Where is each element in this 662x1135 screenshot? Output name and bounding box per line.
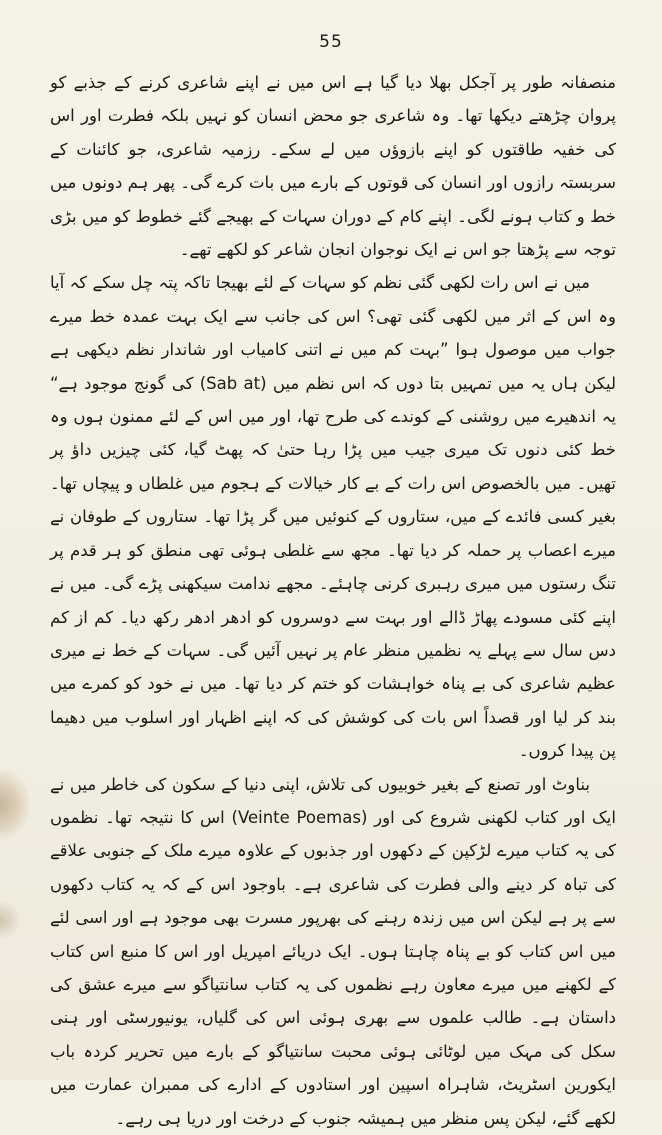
paragraph-2: میں نے اس رات لکھی گئی نظم کو سہات کے لئے بھیجا تاکہ پتہ چل سکے کہ آیا وہ اس کے اثر میں لکھی گئی تھی؟ اس کی جانب سے ایک بہت عمدہ خط میرے جواب میں موصول ہوا ”بہت کم میں نے اتنی کامیاب اور شاندار نظم دیکھی ہے لیکن ہاں یہ میں تمہیں بتا دوں کہ اس نظم میں (Sab at) کی گونج موجود ہے“ یہ اندھیرے میں روشنی کے کوندے کی طرح تھا، اور میں اس کے لئے ممنون ہوں وہ خط کئی دنوں تک میری جیب میں پڑا رہا حتیٰ کہ پھٹ گیا، کئی چیزیں داؤ پر تھیں۔ میں بالخصوص اس رات کے بے کار خیالات کے ہجوم میں غلطاں و پیچاں تھا۔ بغیر کسی فائدے کے میں، ستاروں کے کنوئیں میں گر پڑا تھا۔ ستاروں کے طوفان نے میرے اعصاب پر حملہ کر دیا تھا۔ مجھ سے غلطی ہوئی تھی منطق کو ہر قدم پر تنگ رستوں میں میری رہبری کرنی چاہئے۔ مجھے ندامت سیکھنی پڑے گی۔ میں نے اپنے کئی مسودے پھاڑ ڈالے اور بہت سے دوسروں کو ادھر ادھر رکھ دیا۔ کم از کم دس سال سے پہلے یہ نظمیں منظر عام پر نہیں آئیں گی۔ سہات کے خط نے میری عظیم شاعری کی بے پناہ خواہشات کو ختم کر دیا تھا۔ میں نے خود کو کمرے میں بند کر لیا اور قصداً اس بات کی کوشش کی کہ اپنے اظہار اور اسلوب میں دھیما پن پیدا کروں۔ (50, 273, 616, 761)
paragraph-3: بناوٹ اور تصنع کے بغیر خوبیوں کی تلاش، اپنی دنیا کے سکون کی خاطر میں نے ایک اور کتاب لکھنی شروع کی اور (Veinte Poemas) اس کا نتیجہ تھا۔ نظموں کی یہ کتاب میرے لڑکپن کے دکھوں اور جذبوں کے علاوہ میرے ملک کے جنوبی علاقے کی تباہ کر دینے والی فطرت کی شاعری ہے۔ باوجود اس کے کہ یہ کتاب دکھوں سے پر ہے لیکن اس میں زندہ رہنے کی بھرپور مسرت بھی موجود ہے اور اسی لئے میں اس کتاب کو بے پناہ چاہتا ہوں۔ ایک دریائے امپریل اور اس کا منبع اس کتاب کے لکھنے میں میرے معاون رہے نظموں کی یہ کتاب سانتیاگو سے میرے عشق کی داستان ہے۔ طالب علموں سے بھری ہوئی اس کی گلیاں، یونیورسٹی اور ہنی سکل کی مہک میں لوٹائی ہوئی محبت سانتیاگو کے بارے میں تحریر کردہ باب ایکورین اسٹریٹ، شاہراہ اسپین اور استادوں کے ادارے کی ممبران عمارت میں لکھے گئے، لیکن پس منظر میں ہمیشہ جنوب کے درخت اور دریا ہی رہے۔ (50, 774, 616, 1128)
page-number: 55 (319, 32, 343, 52)
paragraph-1: منصفانہ طور پر آجکل بھلا دیا گیا ہے اس میں نے اپنے شاعری کرنے کے جذبے کو پروان چڑھتے دیکھا تھا۔ وہ شاعری جو محض انسان کو نہیں بلکہ فطرت اور اس کی خفیہ طاقتوں کو اپنے بازوؤں میں لے سکے۔ رزمیہ شاعری، جو کائنات کے سربستہ رازوں اور انسان کی قوتوں کے بارے میں بات کرے گی۔ پھر ہم دونوں میں خط و کتاب ہونے لگی۔ اپنے کام کے دوران سہات کے بھیجے گئے خطوط کو میں بڑی توجہ سے پڑھتا جو اس نے ایک نوجوان انجان شاعر کو لکھے تھے۔ (50, 73, 616, 260)
paper-stain-small (0, 900, 22, 940)
paper-stain (0, 770, 30, 840)
body-text (50, 66, 616, 1135)
